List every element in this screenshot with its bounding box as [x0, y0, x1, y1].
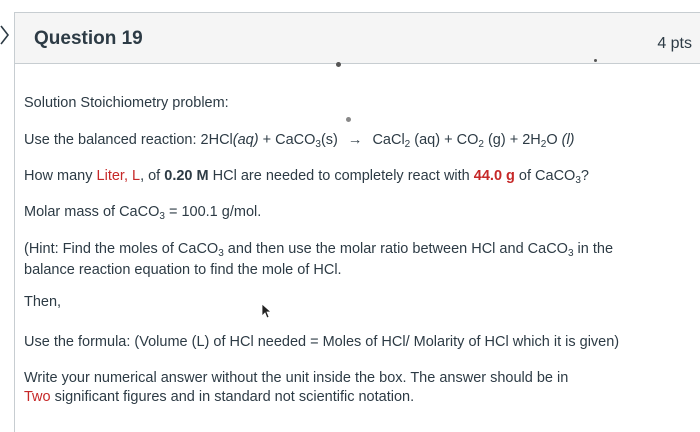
formula-text: CaCO [275, 132, 316, 148]
speck [594, 59, 597, 62]
state-aq: (aq) [414, 132, 441, 148]
emphasis-two: Two [24, 389, 51, 405]
unit-emphasis: Liter, L [96, 168, 141, 184]
instructions-line-2 [24, 389, 414, 405]
subscript: 3 [159, 211, 165, 222]
reaction-line [24, 132, 575, 148]
text: , of [140, 168, 161, 184]
hint-line-2: balance reaction equation to find the mole of HCl. [24, 262, 342, 278]
reaction-label: Use the balanced reaction: [24, 132, 197, 148]
subscript: 3 [575, 175, 581, 186]
subscript: 3 [567, 248, 574, 259]
hint-line-1 [24, 241, 613, 257]
formula-text: O [546, 132, 558, 148]
formula-text: CO [456, 132, 479, 148]
product-cacl2 [372, 132, 440, 148]
plus-sign: + [509, 132, 519, 148]
speck [336, 62, 341, 67]
subscript: 2 [540, 139, 547, 150]
compound [519, 168, 589, 184]
instructions-line-1: Write your numerical answer without the unit inside the box. The answer should be in [24, 370, 569, 386]
reactant-caco3 [275, 132, 338, 148]
text: of CaCO [518, 168, 576, 184]
reaction-arrow: → [347, 132, 363, 148]
speck [346, 117, 351, 122]
question-header [15, 13, 700, 64]
reactant-hcl: 2HCl [200, 132, 233, 148]
molarity-value: 0.20 [164, 168, 193, 184]
text: Molar mass of CaCO [24, 204, 160, 220]
subscript: 2 [478, 139, 484, 150]
text: (Hint: Find the moles of CaCO [24, 241, 219, 257]
collapse-chevron-icon[interactable] [0, 24, 10, 46]
question-line [24, 168, 589, 184]
text: and then use the molar ratio between HCl and CaCO [223, 241, 568, 257]
formula-text: CaCl [372, 132, 405, 148]
then-text: Then, [24, 294, 62, 310]
state-g: (g) [487, 132, 506, 148]
text: ? [580, 168, 589, 184]
mouse-pointer-icon [261, 303, 273, 319]
product-co2 [457, 132, 506, 148]
formula-line: Use the formula: (Volume (L) of HCl needed = Moles of HCl/ Molarity of HCl which it is given) [24, 334, 620, 350]
question-title: Question 19 [34, 28, 143, 49]
subscript: 3 [315, 139, 321, 150]
molarity-unit: M [196, 168, 209, 184]
text: significant figures and in standard not scientific notation. [50, 389, 415, 405]
plus-sign: + [444, 132, 453, 148]
intro-text: Solution Stoichiometry problem: [24, 95, 229, 111]
plus-sign: + [262, 132, 272, 148]
subscript: 3 [218, 248, 224, 259]
question-points: 4 pts [657, 35, 692, 52]
state-s: (s) [320, 132, 338, 148]
subscript: 2 [404, 139, 411, 150]
text: How many [24, 168, 93, 184]
mass-value: 44.0 g [473, 168, 515, 184]
text: HCl are needed to completely react with [212, 168, 470, 184]
state-l: (l) [561, 132, 575, 148]
molar-mass-line [24, 204, 261, 220]
product-h2o [522, 132, 574, 148]
text: = 100.1 g/mol. [164, 204, 262, 220]
text: in the [573, 241, 614, 257]
formula-text: 2H [522, 132, 541, 148]
question-card [14, 12, 700, 432]
state-aq: (aq) [232, 132, 259, 148]
